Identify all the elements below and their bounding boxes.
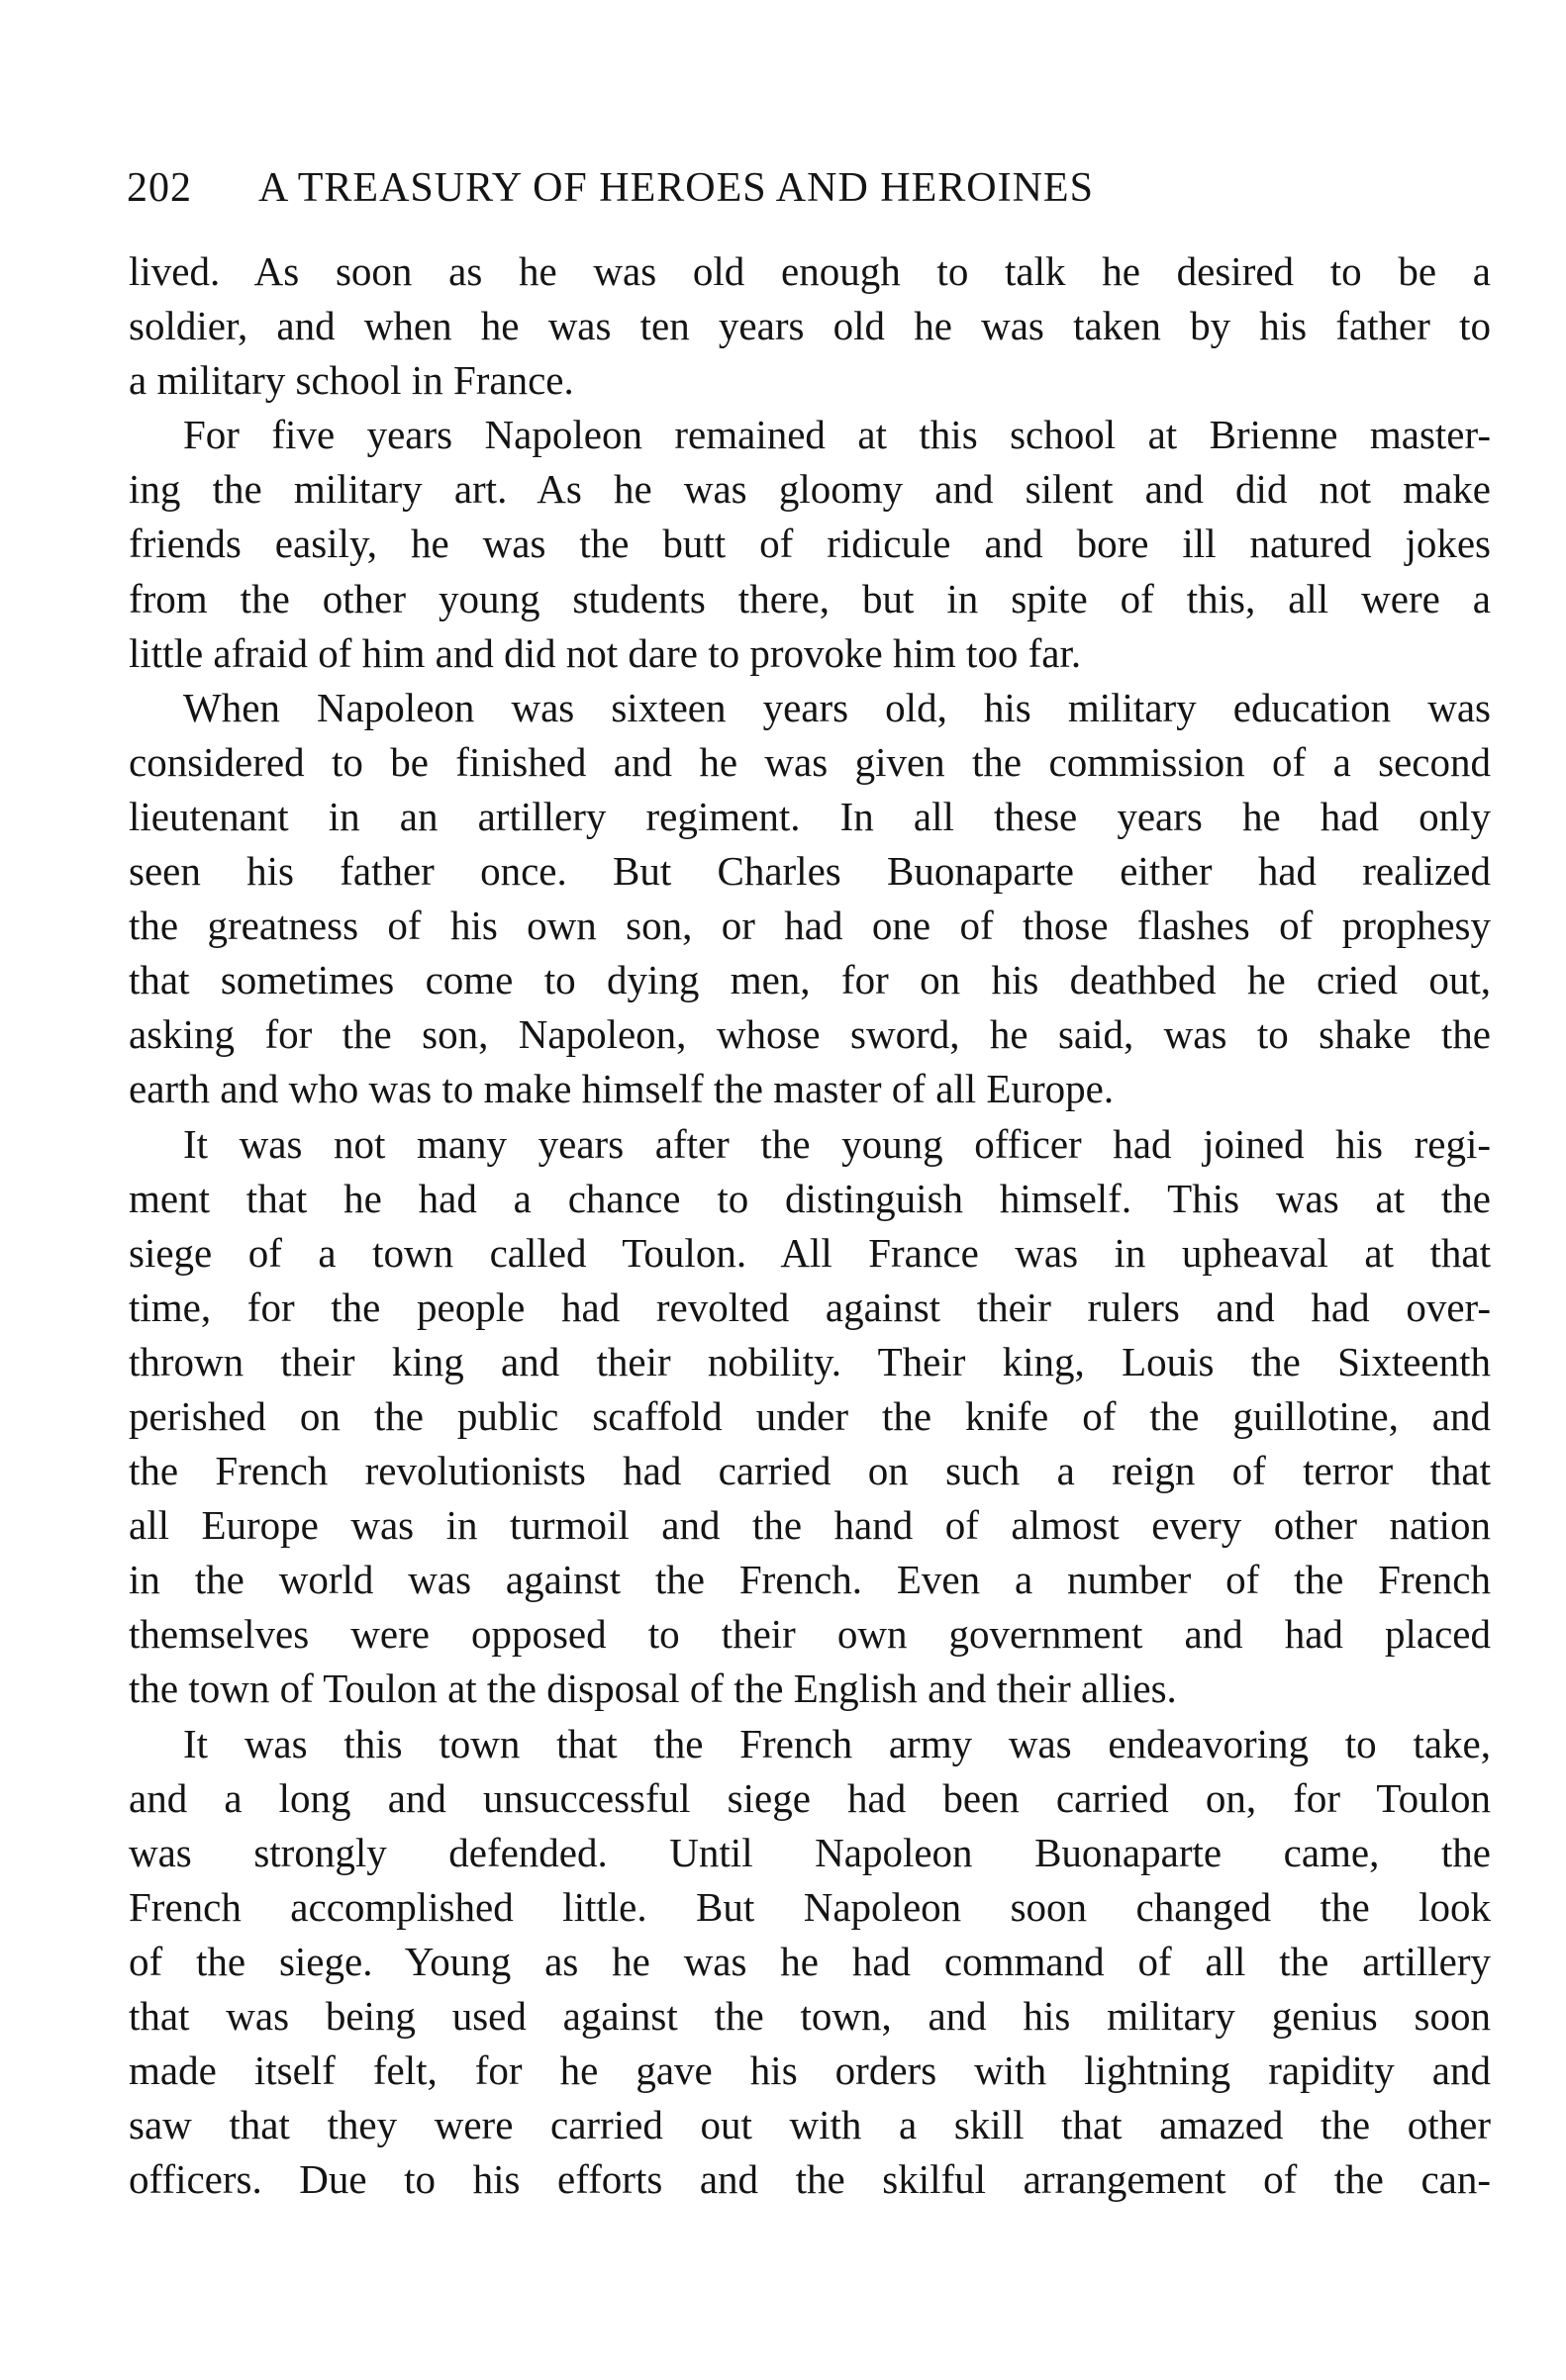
text-line: siege of a town called Toulon. All France was in upheaval at that <box>129 1229 1491 1276</box>
text-line: perished on the public scaffold under the knife of the guillotine, and <box>129 1392 1491 1439</box>
text-line: officers. Due to his efforts and the skilful arrangement of the can- <box>129 2156 1491 2203</box>
text-line: It was this town that the French army was endeavoring to take, <box>183 1720 1491 1766</box>
body-text <box>129 244 1491 2207</box>
text-line: all Europe was in turmoil and the hand of almost every other nation <box>129 1502 1491 1549</box>
text-line: the town of Toulon at the disposal of the English and their allies. <box>129 1666 1177 1712</box>
paragraph <box>129 1717 1491 2208</box>
text-line: made itself felt, for he gave his orders with lightning rapidity and <box>129 2047 1491 2094</box>
text-line: thrown their king and their nobility. Their king, Louis the Sixteenth <box>129 1338 1491 1384</box>
text-line: was strongly defended. Until Napoleon Buonaparte came, the <box>129 1829 1491 1875</box>
paragraph <box>129 681 1491 1117</box>
paragraph <box>129 1117 1491 1717</box>
page-number: 202 <box>127 165 192 211</box>
text-line: saw that they were carried out with a skill that amazed the other <box>129 2102 1491 2148</box>
text-line: of the siege. Young as he was he had command of all the artillery <box>129 1938 1491 1984</box>
text-line: in the world was against the French. Even a number of the French <box>129 1557 1491 1603</box>
text-line: lieutenant in an artillery regiment. In all these years he had only <box>129 793 1491 839</box>
text-line: asking for the son, Napoleon, whose sword, he said, was to shake the <box>129 1011 1491 1058</box>
text-line: ing the military art. As he was gloomy and silent and did not make <box>129 466 1491 513</box>
text-line: the greatness of his own son, or had one of those flashes of prophesy <box>129 903 1491 949</box>
text-line: earth and who was to make himself the master of all Europe. <box>129 1066 1115 1112</box>
text-line: For five years Napoleon remained at this school at Brienne master- <box>183 412 1491 458</box>
text-line: friends easily, he was the butt of ridicule and bore ill natured jokes <box>129 521 1491 567</box>
text-line: ment that he had a chance to distinguish himself. This was at the <box>129 1175 1491 1221</box>
text-line: and a long and unsuccessful siege had been carried on, for Toulon <box>129 1774 1491 1821</box>
text-line: When Napoleon was sixteen years old, his military education was <box>183 684 1491 730</box>
text-line: seen his father once. But Charles Buonaparte either had realized <box>129 848 1491 895</box>
text-line: little afraid of him and did not dare to provoke him too far. <box>129 629 1082 676</box>
running-head: A TREASURY OF HEROES AND HEROINES <box>258 165 1094 211</box>
text-line: It was not many years after the young officer had joined his regi- <box>183 1120 1491 1167</box>
text-line: that was being used against the town, and his military genius soon <box>129 1993 1491 2039</box>
text-line: French accomplished little. But Napoleon soon changed the look <box>129 1883 1491 1930</box>
text-line: soldier, and when he was ten years old he was taken by his father to <box>129 303 1491 349</box>
text-line: themselves were opposed to their own government and had placed <box>129 1611 1491 1658</box>
text-line: lived. As soon as he was old enough to talk he desired to be a <box>129 248 1491 294</box>
paragraph <box>129 408 1491 680</box>
text-line: a military school in France. <box>129 357 574 404</box>
text-line: from the other young students there, but in spite of this, all were a <box>129 575 1491 621</box>
page-header <box>127 158 1493 218</box>
text-line: that sometimes come to dying men, for on his deathbed he cried out, <box>129 957 1491 1003</box>
text-line: considered to be finished and he was given the commission of a second <box>129 738 1491 785</box>
text-line: time, for the people had revolted against their rulers and had over- <box>129 1284 1491 1330</box>
paragraph <box>129 244 1491 408</box>
text-line: the French revolutionists had carried on such a reign of terror that <box>129 1448 1491 1494</box>
